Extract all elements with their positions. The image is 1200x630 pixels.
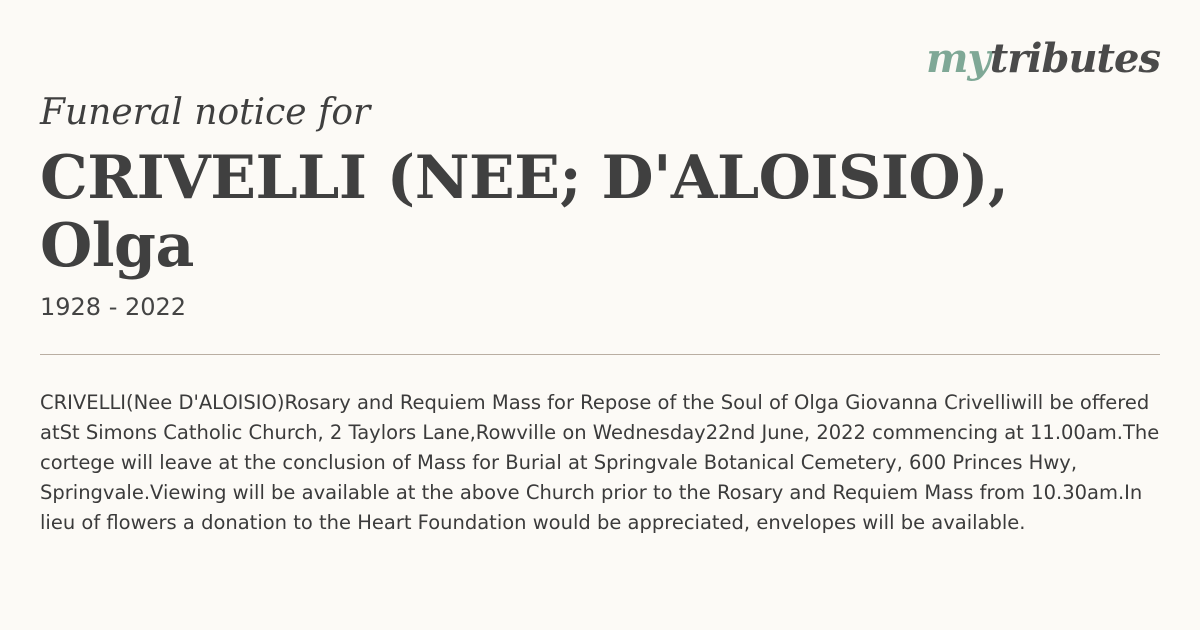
notice-body-line: atSt Simons Catholic Church, 2 Taylors Lane,Rowville on Wednesday22nd June, 2022 commencing at 11.00am.The: [40, 421, 1160, 444]
notice-body-line: Springvale.Viewing will be available at the above Church prior to the Rosary and Requiem Mass from 10.30am.In: [40, 481, 1143, 504]
logo-suffix: tributes: [989, 35, 1160, 82]
deceased-name-line-2: Olga: [40, 211, 194, 281]
mytributes-logo[interactable]: [926, 34, 1160, 84]
logo-prefix: my: [926, 35, 990, 82]
notice-body-line: cortege will leave at the conclusion of Mass for Burial at Springvale Botanical Cemetery, 600 Princes Hwy,: [40, 451, 1078, 474]
deceased-name: [40, 144, 1040, 280]
life-years: 1928 - 2022: [40, 293, 187, 321]
notice-body-line: CRIVELLI(Nee D'ALOISIO)Rosary and Requiem Mass for Repose of the Soul of Olga Giovanna Crivelliwill be offered: [40, 391, 1150, 414]
deceased-name-line-1: CRIVELLI (NEE; D'ALOISIO),: [40, 143, 1009, 213]
notice-label: Funeral notice for: [40, 92, 371, 133]
notice-body: [40, 388, 1175, 538]
divider: [40, 354, 1160, 355]
notice-body-line: lieu of flowers a donation to the Heart Foundation would be appreciated, envelopes will be available.: [40, 511, 1026, 534]
